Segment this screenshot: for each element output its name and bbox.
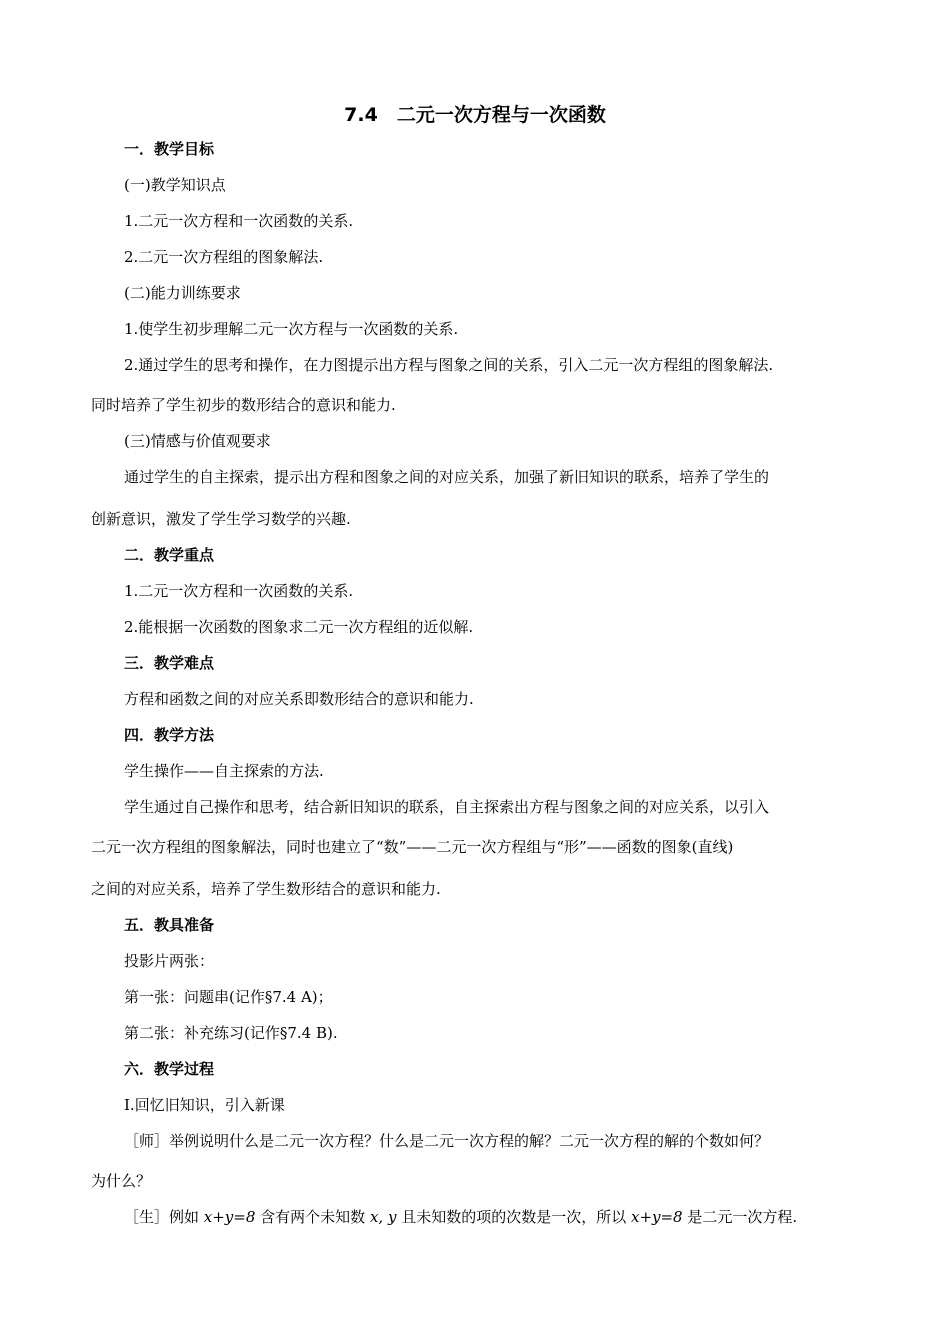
method-text-2-line-2: 二元一次方程组的图象解法，同时也建立了“数”——二元一次方程组与“形”——函数的图象(直线) xyxy=(91,838,734,856)
emotion-text-line-1: 通过学生的自主探索，提示出方程和图象之间的对应关系，加强了新旧知识的联系，培养了学生的 xyxy=(124,468,770,486)
aids-text-3: 第二张：补充练习(记作§7.4 B). xyxy=(124,1024,338,1042)
method-text-2-line-3: 之间的对应关系，培养了学生数形结合的意识和能力. xyxy=(91,880,441,898)
heading-teaching-difficulty: 三．教学难点 xyxy=(124,654,215,672)
subheading-ability-requirements: (二)能力训练要求 xyxy=(124,284,241,302)
subheading-knowledge-points: (一)教学知识点 xyxy=(124,176,226,194)
student-answer-mid-2: 且未知数的项的次数是一次，所以 xyxy=(396,1208,631,1226)
heading-teaching-focus: 二．教学重点 xyxy=(124,546,215,564)
equation-1: x+y=8 xyxy=(203,1208,256,1226)
knowledge-item-2: 2.二元一次方程组的图象解法. xyxy=(124,248,324,266)
ability-item-2-line-2: 同时培养了学生初步的数形结合的意识和能力. xyxy=(91,396,396,414)
student-answer-suffix: 是二元一次方程. xyxy=(682,1208,798,1226)
variables: x, y xyxy=(369,1208,397,1226)
difficulty-text: 方程和函数之间的对应关系即数形结合的意识和能力. xyxy=(124,690,474,708)
heading-teaching-objectives: 一．教学目标 xyxy=(124,140,215,158)
heading-teaching-aids: 五．教具准备 xyxy=(124,916,215,934)
focus-item-1: 1.二元一次方程和一次函数的关系. xyxy=(124,582,354,600)
focus-item-2: 2.能根据一次函数的图象求二元一次方程组的近似解. xyxy=(124,618,474,636)
aids-text-2: 第一张：问题串(记作§7.4 A)； xyxy=(124,988,333,1006)
ability-item-1: 1.使学生初步理解二元一次方程与一次函数的关系. xyxy=(124,320,459,338)
method-text-2-line-1: 学生通过自己操作和思考，结合新旧知识的联系，自主探索出方程与图象之间的对应关系，以引入 xyxy=(124,798,770,816)
page-title: 7.4 二元一次方程与一次函数 xyxy=(344,104,606,126)
teacher-question-line-1: ［师］举例说明什么是二元一次方程？什么是二元一次方程的解？二元一次方程的解的个数如何？ xyxy=(124,1132,770,1150)
heading-teaching-method: 四．教学方法 xyxy=(124,726,215,744)
heading-teaching-process: 六．教学过程 xyxy=(124,1060,215,1078)
ability-item-2-line-1: 2.通过学生的思考和操作，在力图提示出方程与图象之间的关系，引入二元一次方程组的图象解法. xyxy=(124,356,774,374)
knowledge-item-1: 1.二元一次方程和一次函数的关系. xyxy=(124,212,354,230)
process-subheading-1: Ⅰ.回忆旧知识，引入新课 xyxy=(124,1096,285,1114)
equation-2: x+y=8 xyxy=(630,1208,683,1226)
aids-text-1: 投影片两张： xyxy=(124,952,215,970)
teacher-question-line-2: 为什么？ xyxy=(91,1172,152,1190)
student-answer-mid-1: 含有两个未知数 xyxy=(255,1208,370,1226)
student-answer xyxy=(124,1206,797,1227)
student-answer-prefix: ［生］例如 xyxy=(124,1208,204,1226)
method-text-1: 学生操作——自主探索的方法. xyxy=(124,762,324,780)
emotion-text-line-2: 创新意识，激发了学生学习数学的兴趣. xyxy=(91,510,351,528)
subheading-emotion-values: (三)情感与价值观要求 xyxy=(124,432,271,450)
